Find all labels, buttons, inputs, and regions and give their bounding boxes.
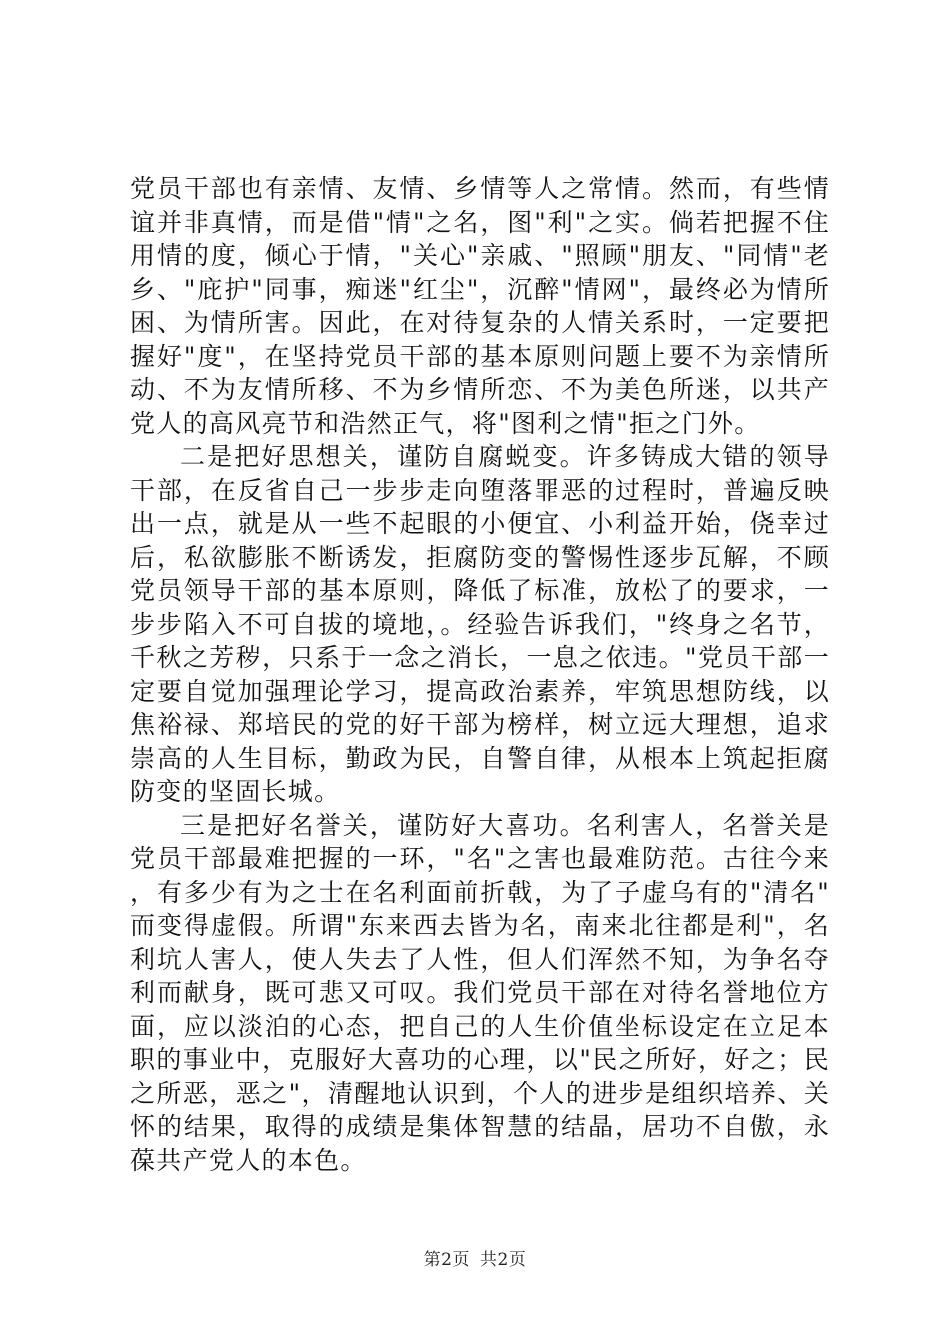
paragraph-1: 党员干部也有亲情、友情、乡情等人之常情。然而，有些情谊并非真情，而是借"情"之名，图"利"之实。倘若把握不住用情的度，倾心于情，"关心"亲戚、"照顾"朋友、"同情"老乡、"庇护"同事，痴迷"红尘"，沉醉"情网"，最终必为情所困、为情所害。因此，在对待复杂的人情关系时，一定要把握好"度"，在坚持党员干部的基本原则问题上要不为亲情所动、不为友情所移、不为乡情所恋、不为美色所迷，以共产党人的高风亮节和浩然正气，将"图利之情"拒之门外。 <box>130 174 830 438</box>
page-number-total: 共2页 <box>480 1250 527 1270</box>
page-number-current: 第2页 <box>423 1250 470 1270</box>
paragraph-3: 三是把好名誉关，谨防好大喜功。名利害人，名誉关是党员干部最难把握的一环，"名"之害也最难防范。古往今来，有多少有为之士在名利面前折戟，为了子虚乌有的"清名"而变得虚假。所谓"东来西去皆为名，南来北往都是利"，名利坑人害人，使人失去了人性，但人们浑然不知，为争名夺利而献身，既可悲又可叹。我们党员干部在对待名誉地位方面，应以淡泊的心态，把自己的人生价值坐标设定在立足本职的事业中，克服好大喜功的心理，以"民之所好，好之；民之所恶，恶之"，清醒地认识到，个人的进步是组织培养、关怀的结果，取得的成绩是集体智慧的结晶，居功不自傲，永葆共产党人的本色。 <box>130 810 830 1175</box>
document-body <box>130 172 830 1177</box>
paragraph-2: 二是把好思想关，谨防自腐蜕变。许多铸成大错的领导干部，在反省自己一步步走向堕落罪恶的过程时，普遍反映出一点，就是从一些不起眼的小便宜、小利益开始，侥幸过后，私欲膨胀不断诱发，拒腐防变的警惕性逐步瓦解，不顾党员领导干部的基本原则，降低了标准，放松了的要求，一步步陷入不可自拔的境地，。经验告诉我们，"终身之名节，千秋之芳秽，只系于一念之消长，一息之依违。"党员干部一定要自觉加强理论学习，提高政治素养，牢筑思想防线，以焦裕禄、郑培民的党的好干部为榜样，树立远大理想，追求崇高的人生目标，勤政为民，自警自律，从根本上筑起拒腐防变的坚固长城。 <box>130 442 830 806</box>
page-footer <box>0 1245 950 1270</box>
